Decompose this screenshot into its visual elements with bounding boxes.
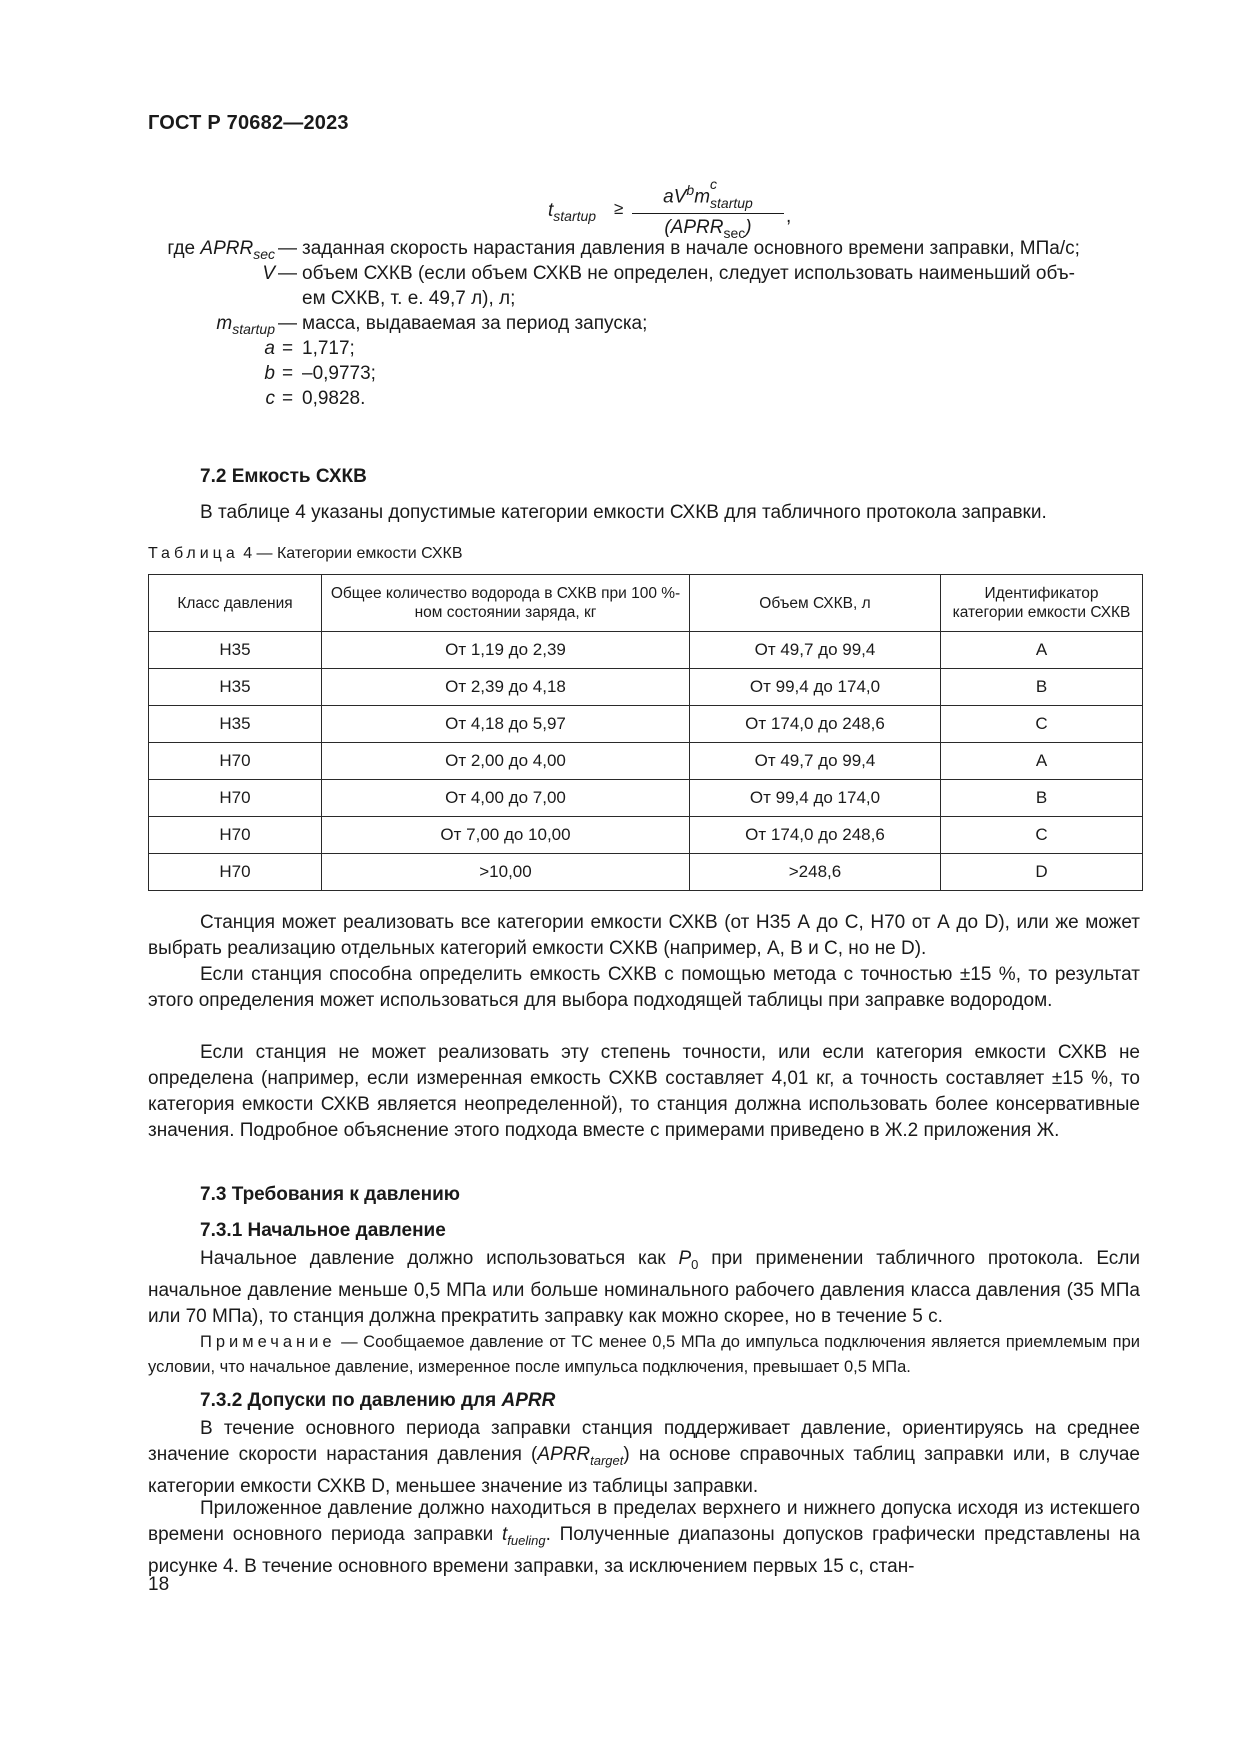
table-header-cell: Объем СХКВ, л xyxy=(690,575,941,632)
table-cell: D xyxy=(941,854,1143,891)
table-header-cell: Общее количество водорода в СХКВ при 100 %-ном состоянии заряда, кг xyxy=(322,575,690,632)
paragraph: Если станция не может реализовать эту степень точности, или если категория емкости СХКВ не определена (например, если измеренная емкость СХКВ составляет 4,01 кг, а точность составляет ±15 %, то категория емкости СХКВ является неопределенной), то станция должна использовать более консервативные значения. Подробное объяснение этого подхода вместе с примерами приведено в Ж.2 приложения Ж. xyxy=(148,1042,1140,1141)
table-cell: А xyxy=(941,743,1143,780)
document-id-header: ГОСТ Р 70682—2023 xyxy=(148,112,349,134)
table-cell: Н70 xyxy=(149,780,322,817)
definition-item: b = –0,9773; xyxy=(264,363,376,384)
formula-denominator: $(APRR_{sec})$ xyxy=(664,217,752,242)
table-row xyxy=(149,780,1143,817)
table-cell: Н70 xyxy=(149,743,322,780)
capacity-category-table xyxy=(148,574,1143,891)
table-cell: От 174,0 до 248,6 xyxy=(690,706,941,743)
table-cell: С xyxy=(941,817,1143,854)
section-heading-7-3: 7.3 Требования к давлению xyxy=(200,1184,460,1205)
table-header-cell: Класс давления xyxy=(149,575,322,632)
table-cell: От 49,7 до 99,4 xyxy=(690,743,941,780)
table-cell: Н35 xyxy=(149,632,322,669)
definition-item: a = 1,717; xyxy=(264,338,355,359)
formula-relation: ≥ xyxy=(614,199,624,218)
table-row xyxy=(149,743,1143,780)
table-row xyxy=(149,632,1143,669)
definition-item-continued: ем СХКВ, т. е. 49,7 л), л; xyxy=(302,288,516,309)
table-cell: От 1,19 до 2,39 xyxy=(322,632,690,669)
formula-fraction xyxy=(632,178,784,244)
table-cell: От 7,00 до 10,00 xyxy=(322,817,690,854)
table-caption: Таблица 4 — Категории емкости СХКВ xyxy=(148,545,463,562)
definition-item: $m_{startup}$ — масса, выдаваемая за период запуска; xyxy=(216,313,648,337)
table-cell: Н70 xyxy=(149,854,322,891)
definition-item: V — объем СХКВ (если объем СХКВ не определен, следует использовать наименьший объ- xyxy=(262,263,1075,284)
table-cell: От 99,4 до 174,0 xyxy=(690,669,941,706)
definition-item: c = 0,9828. xyxy=(265,388,366,409)
table-cell: От 99,4 до 174,0 xyxy=(690,780,941,817)
formula-numerator: $aV^bm$ c $_{startup}$ xyxy=(663,176,753,212)
paragraph: Приложенное давление должно находиться в пределах верхнего и нижнего допуска исходя из истекшего времени основного периода заправки $t_{fueling}$. Полученные диапазоны допусков графически представлены на рисунке 4. В течение основного времени заправки, за исключением первых 15 с, стан- xyxy=(148,1498,1140,1577)
formula-lhs: $t_{startup}$ xyxy=(548,200,597,224)
table-cell: От 174,0 до 248,6 xyxy=(690,817,941,854)
table-cell: Н70 xyxy=(149,817,322,854)
table-cell: От 49,7 до 99,4 xyxy=(690,632,941,669)
table-header-cell: Идентификатор категории емкости СХКВ xyxy=(941,575,1143,632)
paragraph: В течение основного периода заправки станция поддерживает давление, ориентируясь на среднее значение скорости нарастания давления $(APRR_{target})$ на основе справочных таблиц заправки или, в случае категории емкости СХКВ D, меньшее значение из таблицы заправки. xyxy=(148,1418,1140,1497)
page-number: 18 xyxy=(148,1574,170,1595)
table-row xyxy=(149,817,1143,854)
table-cell: В xyxy=(941,669,1143,706)
table-cell: От 4,18 до 5,97 xyxy=(322,706,690,743)
startup-time-formula: $t_{startup}$ ≥ $aV^bm$ c $_{startup}$ $(APRR_{sec})$ , xyxy=(548,178,748,250)
table-row xyxy=(149,669,1143,706)
note: Примечание — Сообщаемое давление от ТС менее 0,5 МПа до импульса подключения является приемлемым при условии, что начальное давление, измеренное после импульса подключения, превышает 0,5 МПа. xyxy=(148,1333,1140,1376)
table-header-row xyxy=(149,575,1143,632)
paragraph: Станция может реализовать все категории емкости СХКВ (от Н35 А до С, Н70 от А до D), или же может выбрать реализацию отдельных категорий емкости СХКВ (например, А, В и С, но не D). xyxy=(148,912,1140,959)
paragraph: Начальное давление должно использоваться как $P_0$ при применении табличного протокола. Если начальное давление меньше 0,5 МПа или больше номинального рабочего давления класса давления (35 МПа или 70 МПа), то станция должна прекратить заправку как можно скорее, но в течение 5 с. xyxy=(148,1248,1141,1327)
table-cell: >10,00 xyxy=(322,854,690,891)
table-cell: >248,6 xyxy=(690,854,941,891)
definition-item: где $APRR_{sec}$ — заданная скорость нарастания давления в начале основного времени заправки, МПа/с; xyxy=(167,238,1080,262)
table-cell: С xyxy=(941,706,1143,743)
subsection-heading-7-3-1: 7.3.1 Начальное давление xyxy=(200,1220,446,1241)
section-7-2-intro: В таблице 4 указаны допустимые категории емкости СХКВ для табличного протокола заправки. xyxy=(200,502,1047,523)
table-cell: От 2,00 до 4,00 xyxy=(322,743,690,780)
paragraph: Если станция способна определить емкость СХКВ с помощью метода с точностью ±15 %, то результат этого определения может использоваться для выбора подходящей таблицы при заправке водородом. xyxy=(148,964,1140,1011)
table-cell: А xyxy=(941,632,1143,669)
table-row xyxy=(149,854,1143,891)
fraction-bar xyxy=(632,213,784,214)
section-heading-7-2: 7.2 Емкость СХКВ xyxy=(200,466,367,487)
table-cell: Н35 xyxy=(149,669,322,706)
table-cell: От 2,39 до 4,18 xyxy=(322,669,690,706)
table-cell: От 4,00 до 7,00 xyxy=(322,780,690,817)
table-row xyxy=(149,706,1143,743)
subsection-heading-7-3-2: 7.3.2 Допуски по давлению для APRR xyxy=(200,1390,556,1411)
table-cell: В xyxy=(941,780,1143,817)
table-cell: Н35 xyxy=(149,706,322,743)
